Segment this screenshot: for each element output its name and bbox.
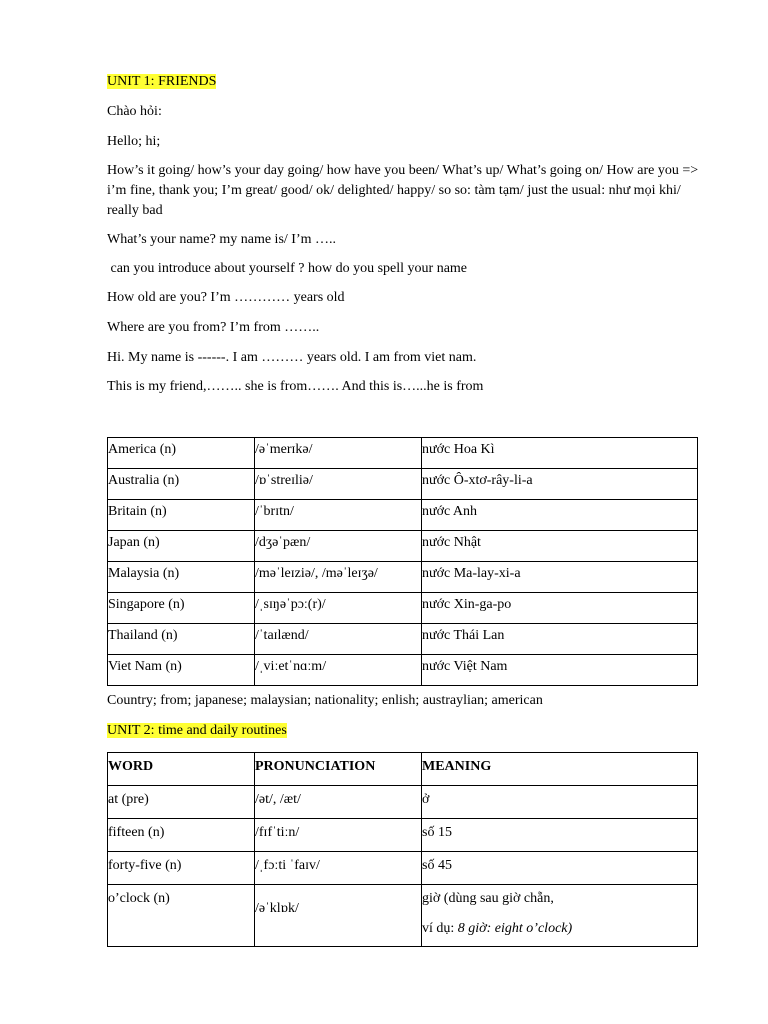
word-cell: Japan (n) <box>108 531 255 562</box>
pronunciation-cell: /ət/, /æt/ <box>255 786 422 819</box>
meaning-cell: nước Xin-ga-po <box>422 593 698 624</box>
unit1-heading: UNIT 1: FRIENDS <box>107 74 217 89</box>
text-line: How old are you? I’m ………… years old <box>107 290 345 305</box>
pronunciation-cell: /ˌsɪŋəˈpɔː(r)/ <box>255 593 422 624</box>
meaning-line: giờ (dùng sau giờ chẵn, <box>422 891 554 906</box>
meaning-cell: nước Hoa Kì <box>422 438 698 469</box>
table-row <box>108 438 698 469</box>
pronunciation-text: /əˈklɒk/ <box>255 901 299 916</box>
text-line: Hi. My name is ------. I am ……… years old. I am from viet nam. <box>107 350 477 365</box>
table-row <box>108 852 698 885</box>
pronunciation-cell: /əˈmerɪkə/ <box>255 438 422 469</box>
meaning-cell: nước Anh <box>422 500 698 531</box>
pronunciation-cell: /ˈtaɪlænd/ <box>255 624 422 655</box>
pronunciation-cell: /dʒəˈpæn/ <box>255 531 422 562</box>
word-cell: America (n) <box>108 438 255 469</box>
daily-routine-vocab-table <box>107 752 698 947</box>
word-cell: at (pre) <box>108 786 255 819</box>
word-cell: Malaysia (n) <box>108 562 255 593</box>
meaning-cell: nước Việt Nam <box>422 655 698 686</box>
meaning-cell: số 45 <box>422 852 698 885</box>
meaning-cell: nước Nhật <box>422 531 698 562</box>
meaning-cell: nước Thái Lan <box>422 624 698 655</box>
table-row <box>108 531 698 562</box>
table-header-row <box>108 753 698 786</box>
column-header: WORD <box>108 753 255 786</box>
text-line: Hello; hi; <box>107 134 161 149</box>
text-line: Where are you from? I’m from …….. <box>107 320 320 335</box>
country-vocab-table <box>107 437 698 686</box>
table-row <box>108 885 698 947</box>
example-text: 8 giờ: eight o’clock) <box>457 921 573 936</box>
pronunciation-cell: /ˌfɔːti ˈfaɪv/ <box>255 852 422 885</box>
pronunciation-cell: /ˈbrɪtn/ <box>255 500 422 531</box>
pronunciation-cell: /ɒˈstreɪliə/ <box>255 469 422 500</box>
pronunciation-cell: /fɪfˈtiːn/ <box>255 819 422 852</box>
pronunciation-cell: /ˌviːetˈnɑːm/ <box>255 655 422 686</box>
table-row <box>108 819 698 852</box>
text-line: This is my friend,…….. she is from……. And this is…...he is from <box>107 379 484 394</box>
text-paragraph: How’s it going/ how’s your day going/ how have you been/ What’s up/ What’s going on/ How are you => i’m fine, thank you; I’m great/ good/ ok/ delighted/ happy/ so so: tàm tạm/ just the usual: như mọi khi/ really bad <box>107 163 699 218</box>
word-cell: forty-five (n) <box>108 852 255 885</box>
text-line: Country; from; japanese; malaysian; nationality; enlish; austraylian; american <box>107 693 543 708</box>
meaning-cell <box>422 885 698 947</box>
meaning-cell: nước Ô-xtơ-rây-li-a <box>422 469 698 500</box>
table-row <box>108 562 698 593</box>
word-cell: Singapore (n) <box>108 593 255 624</box>
table-row <box>108 624 698 655</box>
text-line: What’s your name? my name is/ I’m ….. <box>107 232 336 247</box>
word-cell: Viet Nam (n) <box>108 655 255 686</box>
table-row <box>108 786 698 819</box>
word-cell: Australia (n) <box>108 469 255 500</box>
meaning-cell: số 15 <box>422 819 698 852</box>
word-cell: fifteen (n) <box>108 819 255 852</box>
pronunciation-cell: /məˈleɪziə/, /məˈleɪʒə/ <box>255 562 422 593</box>
column-header: PRONUNCIATION <box>255 753 422 786</box>
table-row <box>108 500 698 531</box>
text-line: can you introduce about yourself ? how do you spell your name <box>107 261 468 276</box>
column-header: MEANING <box>422 753 698 786</box>
word-cell: Britain (n) <box>108 500 255 531</box>
table-row <box>108 469 698 500</box>
meaning-cell: nước Ma-lay-xi-a <box>422 562 698 593</box>
meaning-example-line <box>422 920 697 938</box>
table-row <box>108 655 698 686</box>
word-cell: Thailand (n) <box>108 624 255 655</box>
table-row <box>108 593 698 624</box>
example-prefix: ví dụ: <box>422 921 458 936</box>
word-cell: o’clock (n) <box>108 885 255 947</box>
pronunciation-cell <box>255 885 422 947</box>
meaning-cell: ở <box>422 786 698 819</box>
unit2-heading: UNIT 2: time and daily routines <box>107 723 287 738</box>
text-line: Chào hỏi: <box>107 104 162 119</box>
